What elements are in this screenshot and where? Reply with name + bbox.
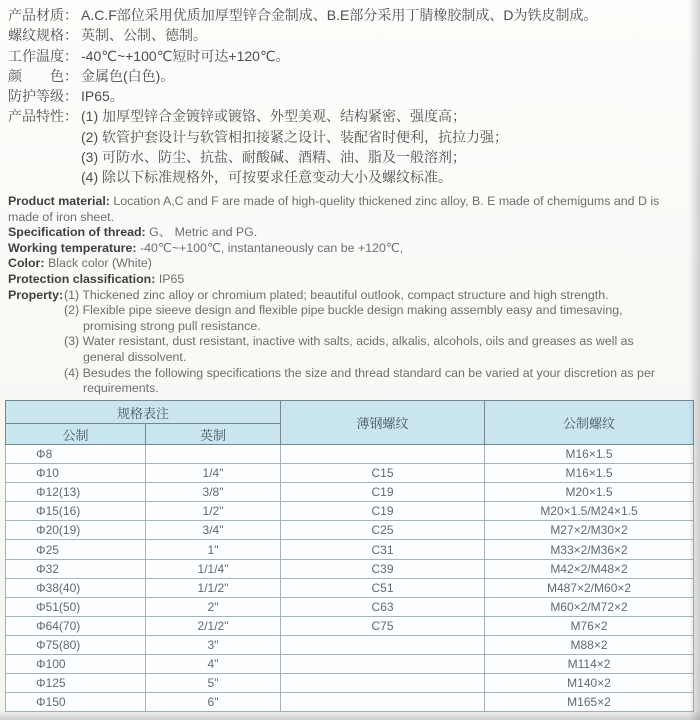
table-row (6, 578, 694, 597)
cell-metric: Φ64(70) (6, 616, 146, 635)
cn-property-items (81, 106, 508, 187)
spec-table (5, 400, 694, 712)
cell-steel-thread (281, 635, 485, 654)
cell-metric-thread: M16×1.5 (485, 445, 694, 464)
table-row (6, 693, 694, 712)
table-row (6, 616, 694, 635)
cell-metric-thread: M487×2/M60×2 (485, 578, 694, 597)
en-field-value: Location A,C and F are made of high-quelity thickened zinc alloy, B. E made of chemigums and D is made of iron sheet. (8, 194, 660, 224)
cell-metric: Φ10 (6, 464, 146, 483)
en-field-label: Protection classification: (8, 271, 156, 286)
cn-field-label: 螺纹规格： (8, 27, 78, 44)
cell-inch: 1/1/2" (146, 578, 281, 597)
cell-metric-thread: M16×1.5 (485, 464, 694, 483)
cell-inch: 5" (146, 674, 281, 693)
table-row (6, 521, 694, 540)
header-metric-thread: 公制螺纹 (485, 401, 694, 445)
header-steel-thread: 薄钢螺纹 (281, 401, 485, 445)
cell-steel-thread: C15 (281, 464, 485, 483)
table-row (6, 445, 694, 464)
en-property-block (8, 288, 674, 397)
cn-property-item: (3) 可防水、防尘、抗盐、耐酸碱、酒精、油、脂及一般溶剂； (81, 149, 466, 166)
cell-metric-thread: M60×2/M72×2 (485, 597, 694, 616)
en-spec-section (8, 194, 674, 397)
en-field-value: G、 Metric and PG. (149, 225, 258, 240)
en-property-item: (3) Water resistant, dust resistant, inactive with salts, acids, alkalis, alcohols, oils and greases as well as general dissolvent. (64, 334, 634, 364)
cell-metric: Φ12(13) (6, 483, 146, 502)
en-field-label: Color: (8, 256, 45, 271)
en-spec-line (8, 194, 674, 225)
cell-metric-thread: M165×2 (485, 693, 694, 712)
en-spec-line (8, 225, 674, 241)
cell-metric: Φ75(80) (6, 635, 146, 654)
cell-steel-thread: C39 (281, 559, 485, 578)
en-property-item: (1) Thickened zinc alloy or chromium plated; beautiful outlook, compact structure and high strength. (64, 287, 609, 302)
cell-steel-thread: C19 (281, 502, 485, 521)
cell-metric: Φ25 (6, 540, 146, 559)
header-spec-note: 规格表注 (6, 401, 281, 424)
header-inch: 英制 (146, 424, 281, 445)
cn-property-item: (4) 除以下标准规格外，可按要求任意变动大小及螺纹标准。 (81, 169, 452, 186)
cell-inch: 3" (146, 635, 281, 654)
cell-inch: 1/2" (146, 502, 281, 521)
en-property-item: (4) Besudes the following specifications the size and thread standard can be varied at your discretion as per requirements. (64, 365, 655, 396)
cell-metric-thread: M114×2 (485, 655, 694, 674)
en-field-value: IP65 (158, 271, 185, 286)
cell-metric-thread: M140×2 (485, 674, 694, 693)
cell-metric: Φ100 (6, 655, 146, 674)
table-row (6, 635, 694, 654)
cn-field-label: 产品材质： (8, 7, 78, 23)
cell-steel-thread: C19 (281, 483, 485, 502)
cell-metric: Φ51(50) (6, 597, 146, 616)
cn-spec-line (8, 5, 684, 25)
cell-steel-thread: C25 (281, 521, 485, 540)
cell-steel-thread: C63 (281, 597, 485, 616)
cell-metric: Φ20(19) (6, 521, 146, 540)
cn-spec-line (8, 46, 684, 66)
cell-inch: 2" (146, 597, 281, 616)
cell-metric: Φ125 (6, 674, 146, 693)
cn-field-label: 防护等级： (8, 88, 78, 105)
cell-inch: 1/4" (146, 464, 281, 483)
table-header-row (6, 401, 694, 424)
cell-inch (146, 445, 281, 464)
cell-steel-thread (281, 674, 485, 693)
cell-metric-thread: M20×1.5 (485, 483, 694, 502)
cell-steel-thread (281, 693, 485, 712)
table-row (6, 483, 694, 502)
spec-table-body (6, 445, 694, 712)
cell-metric-thread: M27×2/M30×2 (485, 521, 694, 540)
cell-metric: Φ150 (6, 693, 146, 712)
cn-property-block (8, 106, 684, 187)
cn-field-label: 工作温度： (8, 47, 78, 64)
table-row (6, 597, 694, 616)
cn-spec-section (8, 5, 684, 188)
en-field-value: -40℃~+100℃, instantaneously can be +120℃, (139, 240, 404, 255)
table-row (6, 655, 694, 674)
en-field-label: Property: (8, 287, 64, 302)
cn-field-value: 金属色(白色)。 (81, 67, 175, 84)
en-field-label: Product material: (8, 194, 110, 208)
cn-field-value: IP65。 (81, 88, 124, 105)
cell-steel-thread (281, 655, 485, 674)
cell-inch: 4" (146, 655, 281, 674)
cn-spec-line (8, 25, 684, 45)
cn-property-item: (2) 软管护套设计与软管相扣接紧之设计、装配省时便利，抗拉力强； (81, 128, 508, 145)
cell-inch: 1" (146, 540, 281, 559)
cn-spec-line (8, 86, 684, 106)
cell-steel-thread: C75 (281, 616, 485, 635)
cell-inch: 6" (146, 693, 281, 712)
table-row (6, 559, 694, 578)
table-row (6, 674, 694, 693)
en-field-label: Specification of thread: (8, 225, 146, 240)
en-spec-line (8, 241, 674, 257)
cell-metric: Φ32 (6, 559, 146, 578)
en-spec-line (8, 256, 674, 272)
en-property-items (64, 288, 674, 397)
cell-inch: 3/8" (146, 483, 281, 502)
en-field-value: Black color (White) (47, 256, 152, 271)
cell-steel-thread: C31 (281, 540, 485, 559)
cell-steel-thread (281, 445, 485, 464)
cell-metric: Φ38(40) (6, 578, 146, 597)
en-property-item: (2) Flexible pipe sieeve design and flexible pipe buckle design making assembly easy and timesaving, promising strong pull resistance. (64, 303, 623, 333)
cn-spec-line (8, 66, 684, 86)
en-field-label: Working temperature: (8, 240, 137, 255)
table-row (6, 540, 694, 559)
cell-inch: 2/1/2" (146, 616, 281, 635)
cn-property-item: (1) 加厚型锌合金镀锌或镀铬、外型美观、结构紧密、强度高； (81, 108, 466, 125)
cn-field-value: -40℃~+100℃短时可达+120℃。 (81, 47, 290, 64)
cn-field-value: 英制、公制、德制。 (81, 27, 207, 44)
cn-field-label: 产品特性： (8, 108, 78, 125)
cell-metric: Φ8 (6, 445, 146, 464)
en-spec-line (8, 272, 674, 288)
cell-metric-thread: M33×2/M36×2 (485, 540, 694, 559)
cn-field-label: 颜 色： (8, 67, 78, 84)
cell-metric-thread: M42×2/M48×2 (485, 559, 694, 578)
table-row (6, 464, 694, 483)
cell-metric: Φ15(16) (6, 502, 146, 521)
cell-metric-thread: M76×2 (485, 616, 694, 635)
cell-metric-thread: M20×1.5/M24×1.5 (485, 502, 694, 521)
table-row (6, 502, 694, 521)
cell-metric-thread: M88×2 (485, 635, 694, 654)
cell-steel-thread: C51 (281, 578, 485, 597)
header-metric: 公制 (6, 424, 146, 445)
cell-inch: 1/1/4" (146, 559, 281, 578)
cell-inch: 3/4" (146, 521, 281, 540)
cn-field-value: A.C.F部位采用优质加厚型锌合金制成、B.E部分采用丁腈橡胶制成、D为铁皮制成。 (81, 7, 598, 23)
